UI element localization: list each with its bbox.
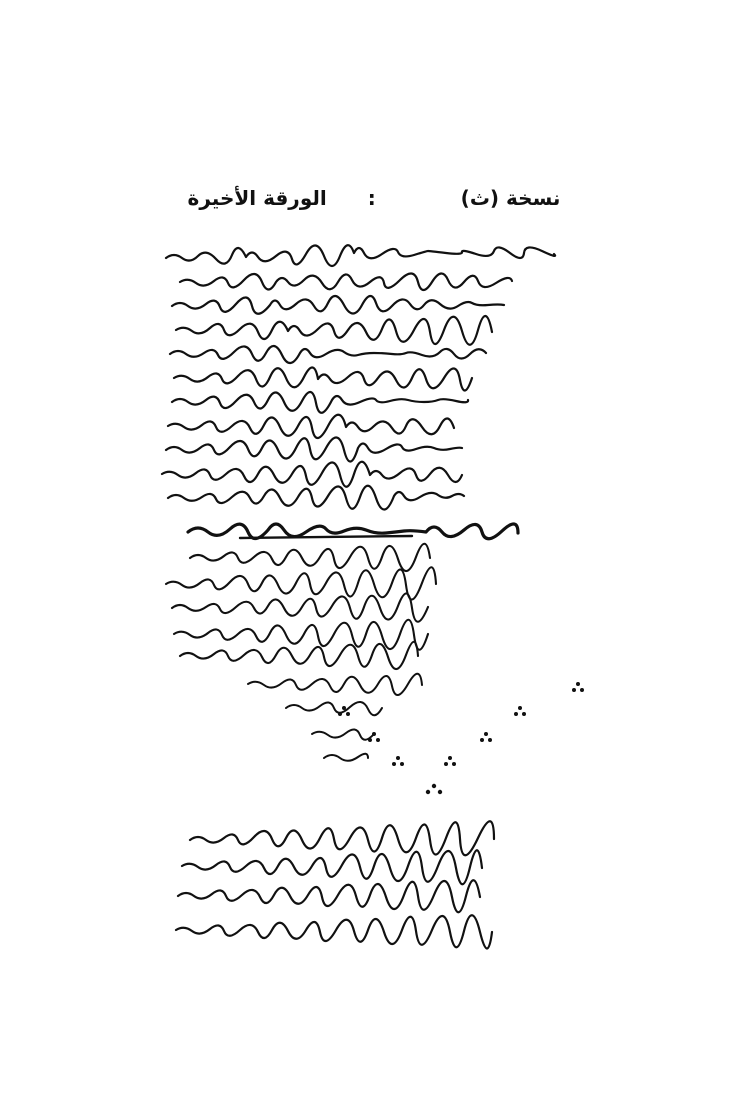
script-line (170, 346, 486, 363)
script-line (180, 642, 418, 669)
script-line (312, 729, 374, 739)
script-line (176, 316, 492, 345)
script-line (174, 367, 472, 390)
handwritten-paragraph-lower (166, 544, 436, 669)
script-line (178, 880, 480, 912)
script-line (166, 437, 462, 461)
long-stroke (240, 536, 412, 538)
script-line (166, 567, 436, 599)
script-line (176, 915, 492, 948)
script-line (168, 486, 464, 510)
script-line (162, 462, 462, 487)
script-line (180, 273, 512, 290)
script-line (286, 702, 382, 715)
script-line (172, 296, 504, 314)
script-line (168, 415, 454, 438)
handwritten-colophon (248, 674, 422, 761)
handwritten-paragraph-upper (162, 245, 555, 509)
ornament-dots (338, 682, 584, 794)
heading-separator: : (367, 186, 376, 210)
script-line (248, 674, 422, 695)
heading-subtitle: الورقة الأخيرة (187, 186, 327, 210)
heading-title: نسخة (506, 186, 561, 210)
script-line (172, 392, 468, 413)
script-line (172, 593, 428, 621)
script-line (324, 754, 368, 761)
script-line (190, 544, 430, 571)
script-line (174, 620, 428, 650)
heading-tag: (ث) (460, 186, 500, 210)
handwritten-bottom-note (176, 821, 494, 948)
script-line (166, 245, 555, 266)
